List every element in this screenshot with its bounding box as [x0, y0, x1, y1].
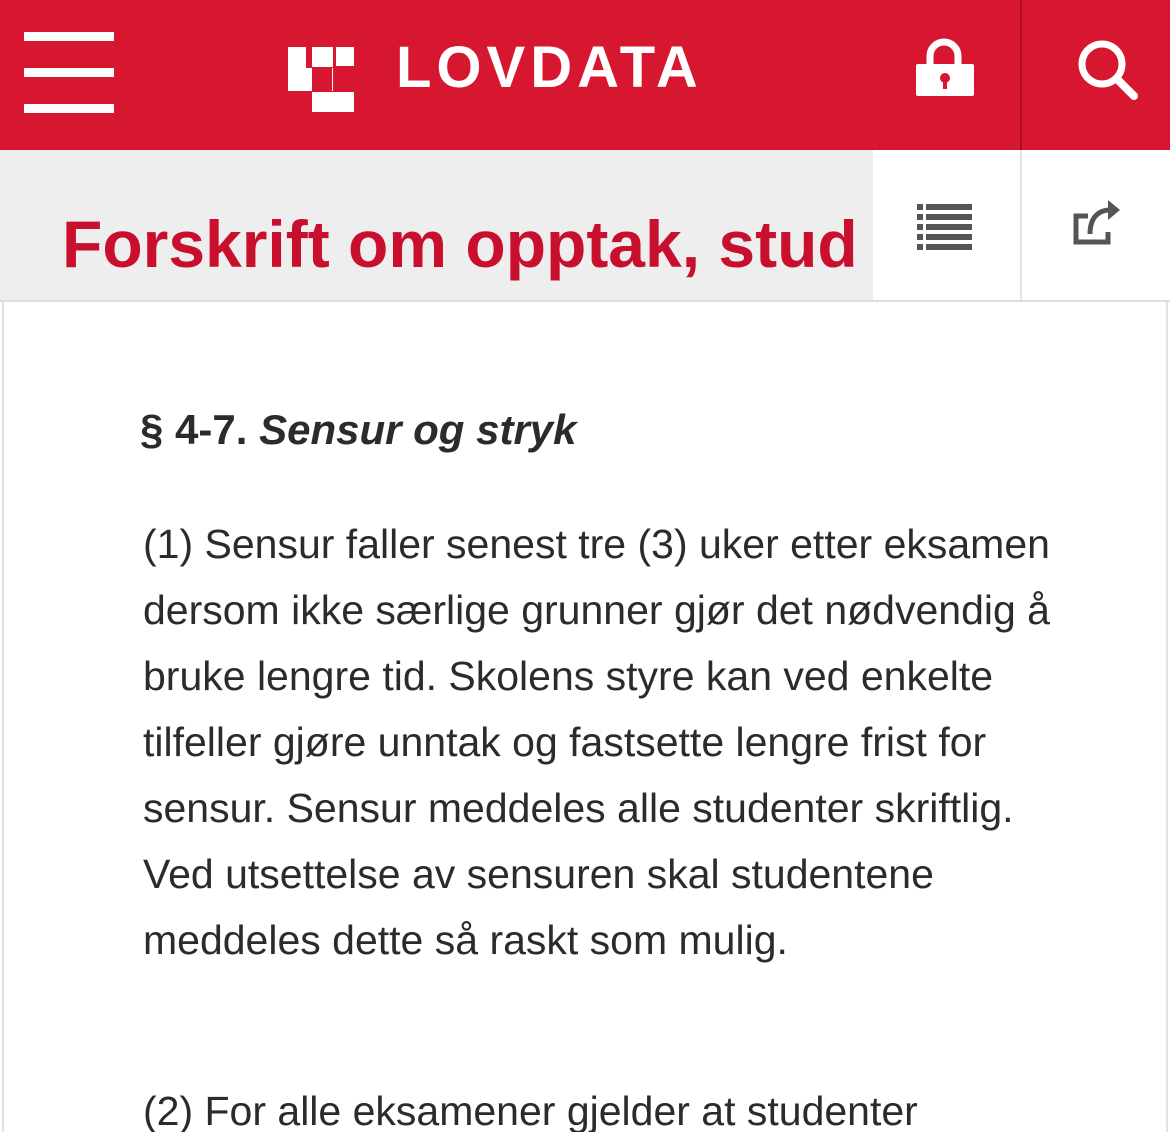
- table-of-contents-icon: [873, 150, 1020, 300]
- login-button[interactable]: [880, 0, 1020, 150]
- share-button[interactable]: [1022, 150, 1170, 300]
- section-number: § 4-7.: [140, 406, 248, 453]
- lock-icon: [880, 0, 1020, 150]
- lovdata-wordmark: LOVDATA: [396, 35, 703, 100]
- menu-line: [24, 68, 114, 77]
- document-content: [2, 302, 1168, 1132]
- search-icon: [1022, 0, 1170, 150]
- section-paragraph: (2) For alle eksamener gjelder at studenter: [143, 1088, 918, 1132]
- section-title: Sensur og stryk: [259, 406, 577, 453]
- share-icon: [1022, 150, 1170, 300]
- menu-line: [24, 32, 114, 41]
- hamburger-menu-icon[interactable]: [0, 0, 140, 150]
- table-of-contents-button[interactable]: [873, 150, 1020, 300]
- section-heading: [140, 404, 577, 456]
- document-title-bar: [0, 150, 1170, 302]
- search-button[interactable]: [1022, 0, 1170, 150]
- page-title: Forskrift om opptak, stud: [62, 207, 858, 281]
- menu-line: [24, 104, 114, 113]
- lovdata-logo-mark-icon: [288, 44, 356, 114]
- top-navigation-bar: [0, 0, 1170, 150]
- section-paragraph: (1) Sensur faller senest tre (3) uker etter eksamen dersom ikke særlige grunner gjør det nødvendig å bruke lengre tid. Skolens styre kan ved enkelte tilfeller gjøre unntak og fastsette lengre frist for sensur. Sensur meddeles alle studenter skriftlig. Ved utsettelse av sensuren skal studentene meddeles dette så raskt som mulig.: [143, 521, 1050, 963]
